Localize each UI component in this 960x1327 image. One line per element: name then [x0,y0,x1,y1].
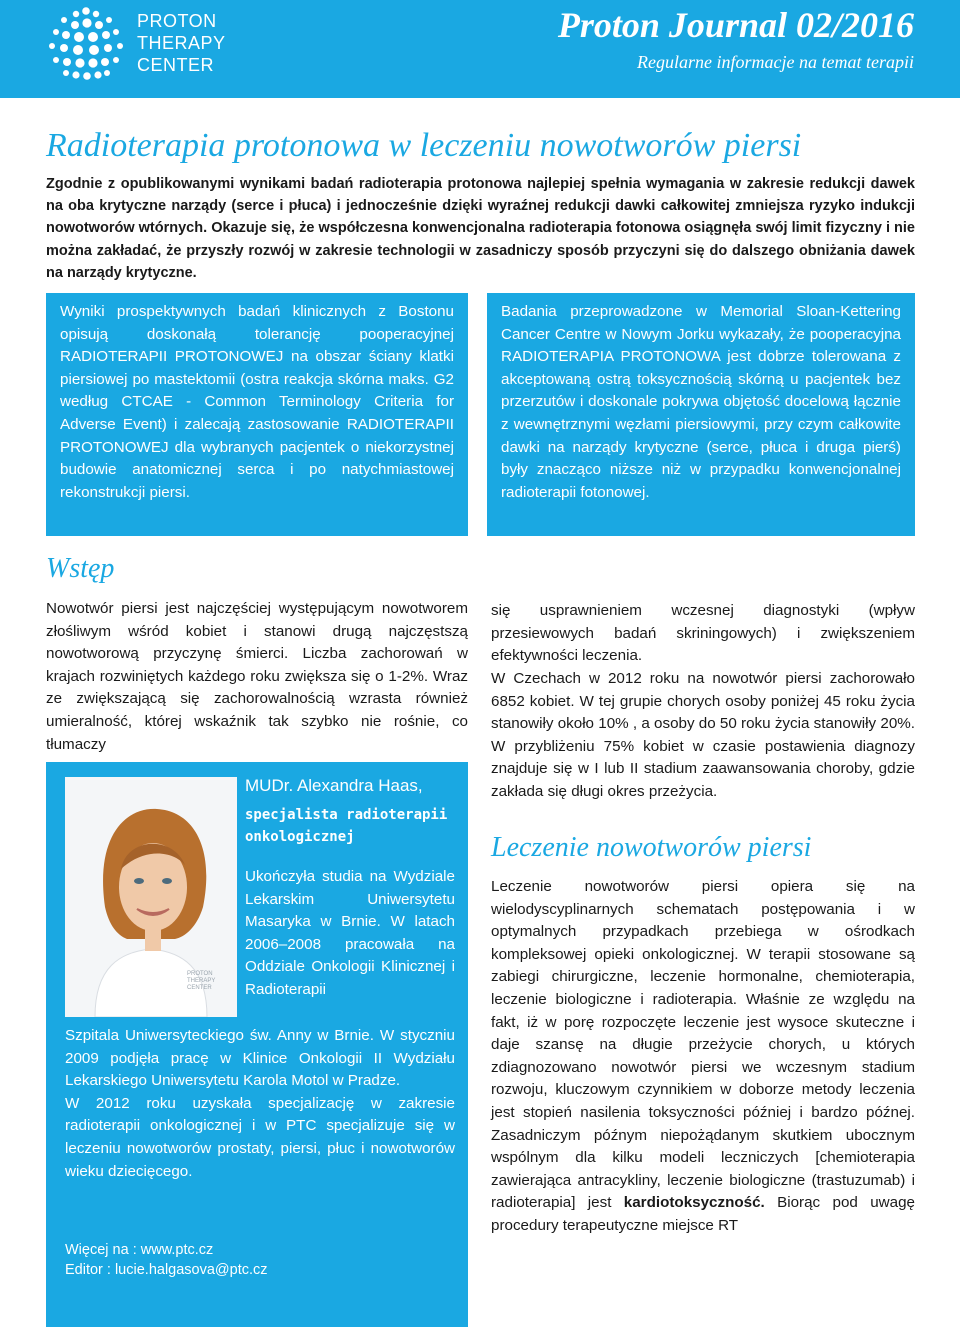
logo-line-3: CENTER [137,55,215,75]
website-link[interactable]: Więcej na : www.ptc.cz [65,1242,214,1258]
intro-text: Nowotwór piersi jest najczęściej występującym nowotworem złośliwym wśród kobiet i stanowi drugą najczęstszą nowotworową przyczynę śmierci. Liczba zachorowań w krajach rozwiniętych każdego roku zwiększa się o 1-2%. Wraz ze zwiększającą się zachorowalnością wzrasta również umieralność, której wskaźnik tak szybko nie rośnie, co tłumaczy [46,600,468,753]
journal-title: Proton Journal 02/2016 [557,5,914,45]
journal-subtitle: Regularne informacje na temat terapii [637,52,914,72]
article-headline: Radioterapia protonowa w leczeniu nowotworów piersi [46,127,802,164]
treatment-text-end: Biorąc pod uwagę procedury terapeutyczne miejsce RT [491,1194,915,1234]
author-role: specjalista radioterapii onkologicznej [245,807,448,845]
author-bio-part-2: W 2012 roku uzyskała specjalizację w zakresie radioterapii onkologicznej i w PTC specjalizuje się w leczeniu nowotworów prostaty, piersi, płuc i nowotworów wieku dziecięcego. [65,1094,455,1180]
author-bio-full [65,1025,455,1183]
logo-line-1: PROTON [137,11,217,31]
treatment-text-main: Leczenie nowotworów piersi opiera się na wielodyscyplinarnych schematach postępowania i w optymalnych przypadkach przebiega w ośrodkach kompleksowej opieki onkologicznej. W terapii stosowane są zabiegi chirurgiczne, leczenie hormonalne, chemioterapia, leczenie biologiczne i radioterapia. Właśnie ze względu na fakt, iż w porę rozpoczęte leczenie jest wysoce skuteczne i daje szansę na długie przeżycie chorych, u których zdiagnozowano nowotwór piersi we wczesnym stadium rozwoju, kluczowym czynnikiem w doborze metody leczenia jest stopień nasilenia toksyczności później i bardzo późnej. Zasadniczym późnym niepożądanym skutkiem ubocznym wspólnym dla kilku modeli leczniczych [chemioterapia zawierająca antracykliny, leczenie biologiczne (trastuzumab) i radioterapia] jest [491,878,915,1212]
author-bio-box [46,762,468,1327]
lead-paragraph: Zgodnie z opublikowanymi wynikami badań radioterapia protonowa najlepiej spełnia wymagania w zakresie redukcji dawek na oba krytyczne narządy (serce i płuca) i jednocześnie dzięki wyraźnej redukcji dawki całkowitej zmniejsza ryzyko indukcji nowotworów wtórnych. Okazuje się, że współczesna konwencjonalna radioterapia fotonowa osiągnęła swój limit fizyczny i nie można zakładać, że przyszły rozwój w zakresie technologii w zasadniczy sposób przyczyni się do dalszego obniżania dawek na narządy krytyczne. [46,176,915,281]
author-bio-part-1: Szpitala Uniwersyteckiego św. Anny w Brnie. W styczniu 2009 podjęła pracę w Klinice Onkologii II Wydziału Lekarskiego Uniwersytetu Karola Motol w Pradze. [65,1027,455,1090]
intro-heading: Wstęp [46,553,115,584]
svg-text:THERAPY: THERAPY [187,978,216,984]
editor-email-link[interactable]: Editor : lucie.halgasova@ptc.cz [65,1262,268,1278]
boston-study-text: Wyniki prospektywnych badań klinicznych z Bostonu opisują doskonałą tolerancję pooperacyjnej RADIOTERAPII PROTONOWEJ na obszar ściany klatki piersiowej po mastektomii (ostra reakcja skórna maks. G2 według CTCAE - Common Terminology Criteria for Adverse Event) i zalecają zastosowanie RADIOTERAPII PROTONOWEJ dla wybranych pacjentek o niekorzystnej budowie anatomicznej serca i po natychmiastowej rekonstrukcji piersi. [60,303,454,501]
author-photo [65,777,237,1017]
contact-links [65,1240,268,1280]
svg-text:CENTER: CENTER [187,985,212,991]
right-col-text-2: W Czechach w 2012 roku na nowotwór piersi zachorowało 6852 kobiet. W tej grupie chorych osoby poniżej 45 roku życia stanowiły około 10% , a osoby do 50 roku życia stanowiły 20%. W przybliżeniu 75% kobiet w czasie postawienia diagnozy znajduje się w I lub II stadium zaawansowania choroby, gdzie zakłada się długi okres przeżycia. [491,670,915,800]
portrait-image [65,777,237,1017]
svg-text:PROTON: PROTON [187,971,213,977]
author-bio-column: Ukończyła studia na Wydziale Lekarskim Uniwersytetu Masaryka w Brnie. W latach 2006–2008 pracowała na Oddziale Onkologii Klinicznej i Radioterapii [245,868,455,998]
author-name: MUDr. Alexandra Haas, [245,776,423,795]
treatment-heading: Leczenie nowotworów piersi [491,832,812,863]
right-col-text-1: się usprawnieniem wczesnej diagnostyki (wpływ przesiewowych badań skriningowych) i zwiększeniem efektywności leczenia. [491,602,915,665]
header-banner [0,0,960,98]
msk-study-text: Badania przeprowadzone w Memorial Sloan-Kettering Cancer Centre w Nowym Jorku wykazały, że pooperacyjna RADIOTERAPIA PROTONOWA jest dobrze tolerowana z akceptowaną ostrą toksycznością skórną u pacjentek bez przerzutów i doskonale pokrywa objętość docelową łącznie z wewnętrznymi węzłami piersiowymi, przy czym całkowite dawki na narządy krytyczne (serce, płuca i druga pierś) były znacząco niższe niż w przypadku konwencjonalnej radioterapii fotonowej. [501,303,901,501]
cardiotoxicity-term: kardiotoksyczność. [623,1194,765,1212]
logo-line-2: THERAPY [137,33,226,53]
msk-study-box [487,293,915,536]
proton-logo-icon [46,6,138,82]
boston-study-box [46,293,468,536]
treatment-text [491,876,915,1238]
logo-wordmark [137,10,226,76]
